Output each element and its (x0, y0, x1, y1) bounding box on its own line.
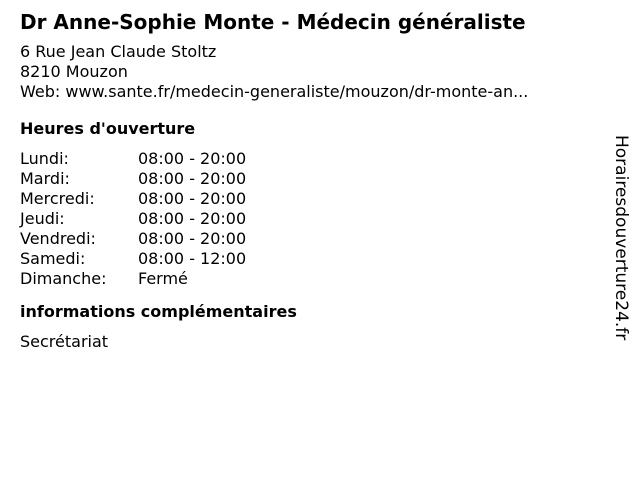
listing-card (20, 10, 610, 352)
hours-row-sunday (20, 269, 610, 289)
additional-info-heading: informations complémentaires (20, 302, 297, 321)
postal-city: 8210 Mouzon (20, 62, 128, 81)
opening-hours-table (20, 149, 610, 289)
time-value: 08:00 - 12:00 (138, 249, 247, 268)
time-value: 08:00 - 20:00 (138, 149, 247, 168)
hours-row-friday (20, 229, 610, 249)
additional-info-text: Secrétariat (20, 332, 109, 351)
page-title: Dr Anne-Sophie Monte - Médecin généraliste (20, 10, 526, 34)
day-label: Mercredi: (20, 189, 95, 208)
day-label: Vendredi: (20, 229, 96, 248)
hours-row-saturday (20, 249, 610, 269)
time-value: 08:00 - 20:00 (138, 169, 247, 188)
opening-hours-heading: Heures d'ouverture (20, 119, 196, 138)
site-brand-watermark: Horairesdouverture24.fr (611, 135, 631, 341)
time-value: 08:00 - 20:00 (138, 209, 247, 228)
hours-row-thursday (20, 209, 610, 229)
time-value: 08:00 - 20:00 (138, 229, 247, 248)
address-block (20, 42, 610, 102)
website-link[interactable]: www.sante.fr/medecin-generaliste/mouzon/dr-monte-an... (65, 82, 529, 101)
hours-row-tuesday (20, 169, 610, 189)
hours-row-wednesday (20, 189, 610, 209)
day-label: Lundi: (20, 149, 69, 168)
day-label: Jeudi: (20, 209, 65, 228)
day-label: Samedi: (20, 249, 86, 268)
website-line (20, 82, 610, 102)
website-label: Web: (20, 82, 61, 101)
time-value: Fermé (138, 269, 188, 288)
day-label: Mardi: (20, 169, 70, 188)
street-address: 6 Rue Jean Claude Stoltz (20, 42, 217, 61)
hours-row-monday (20, 149, 610, 169)
time-value: 08:00 - 20:00 (138, 189, 247, 208)
day-label: Dimanche: (20, 269, 107, 288)
